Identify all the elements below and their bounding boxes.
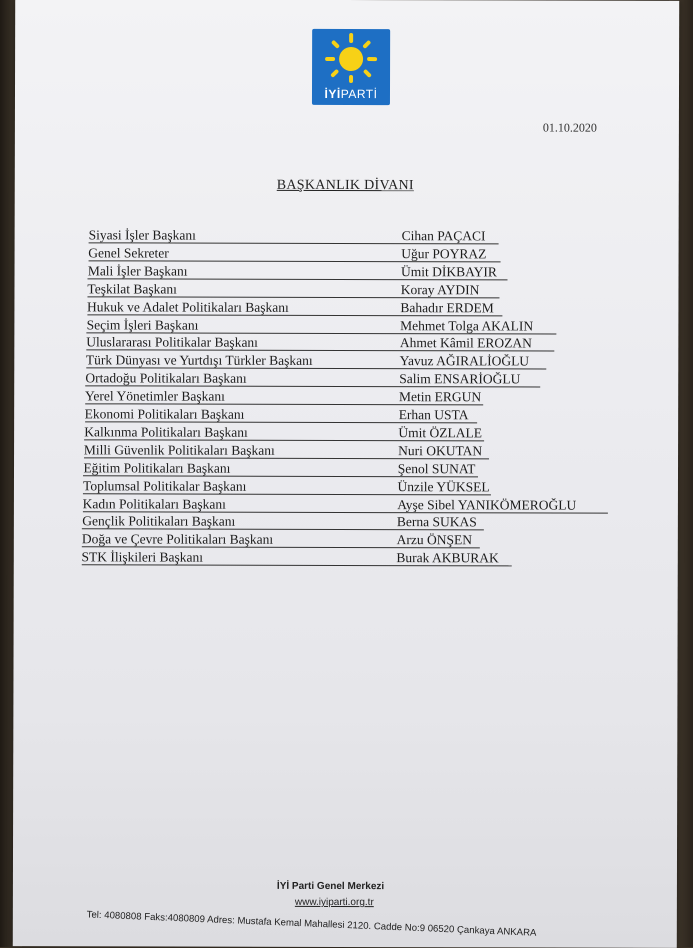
table-row [83, 478, 623, 497]
table-row [82, 514, 622, 533]
person-name: Salim ENSARİOĞLU [399, 371, 521, 387]
document-date: 01.10.2020 [542, 120, 597, 135]
person-name: Ümit ÖZLALE [398, 425, 483, 441]
underline-rule [87, 296, 499, 298]
sun-icon [312, 29, 390, 91]
person-name: Yavuz AĞIRALİOĞLU [399, 353, 530, 369]
person-name: Ayşe Sibel YANIKÖMEROĞLU [397, 496, 577, 513]
role-title: Kadın Politikaları Başkanı [82, 495, 226, 512]
table-row [88, 263, 628, 282]
person-name: Şenol SUNAT [397, 460, 476, 477]
roles-list [15, 227, 679, 566]
footer-organization: İYİ Parti Genel Merkezi [276, 880, 385, 893]
role-title: Uluslararası Politikalar Başkanı [86, 334, 258, 351]
underline-rule [86, 368, 546, 370]
iyi-parti-logo [312, 29, 390, 105]
role-title: Ekonomi Politikaları Başkanı [84, 406, 245, 422]
table-row [86, 335, 626, 354]
underline-rule [85, 403, 483, 405]
person-name: Ahmet Kâmil EROZAN [399, 335, 532, 351]
table-row [87, 299, 627, 318]
table-row [82, 532, 622, 551]
person-name: Cihan PAÇACI [401, 228, 486, 244]
underline-rule [87, 314, 502, 316]
person-name: Erhan USTA [398, 407, 469, 423]
underline-rule [83, 475, 478, 477]
role-title: Milli Güvenlik Politikaları Başkanı [83, 442, 275, 458]
underline-rule [81, 564, 511, 566]
role-title: Ortadoğu Politikaları Başkanı [85, 370, 247, 386]
role-title: Doğa ve Çevre Politikaları Başkanı [81, 531, 274, 548]
underline-rule [85, 386, 540, 388]
footer-website-link[interactable]: www.iyiparti.org.tr [294, 896, 374, 909]
role-title: Türk Dünyası ve Yurtdışı Türkler Başkanı [85, 352, 313, 369]
person-name: Ünzile YÜKSEL [397, 478, 490, 494]
logo-text [312, 87, 390, 101]
role-title: Teşkilat Başkanı [87, 281, 177, 297]
logo-brand-bold: İYİ [324, 86, 341, 101]
underline-rule [87, 332, 557, 334]
role-title: Yerel Yönetimler Başkanı [85, 388, 225, 404]
underline-rule [86, 350, 554, 352]
underline-rule [83, 493, 491, 495]
table-row [89, 227, 629, 246]
person-name: Arzu ÖNŞEN [396, 532, 473, 548]
underline-rule [82, 547, 480, 549]
underline-rule [84, 457, 489, 459]
person-name: Uğur POYRAZ [401, 246, 487, 262]
underline-rule [88, 260, 500, 262]
person-name: Koray AYDIN [400, 281, 480, 298]
role-title: Seçim İşleri Başkanı [86, 316, 199, 333]
table-row [85, 406, 625, 425]
person-name: Berna SUKAS [396, 514, 477, 530]
document-page [13, 0, 679, 948]
table-row [86, 353, 626, 372]
document-title: BAŞKANLIK DİVANI [276, 177, 414, 194]
logo-brand-thin: PARTİ [340, 86, 378, 102]
table-row [83, 496, 623, 515]
role-title: Siyasi İşler Başkanı [88, 227, 196, 243]
table-row [84, 424, 624, 443]
table-row [87, 281, 627, 300]
underline-rule [85, 421, 477, 423]
role-title: STK İlişkileri Başkanı [81, 549, 203, 565]
role-title: Eğitim Politikaları Başkanı [83, 460, 231, 476]
person-name: Mehmet Tolga AKALIN [400, 317, 534, 333]
role-title: Genel Sekreter [88, 245, 169, 261]
underline-rule [88, 278, 508, 280]
role-title: Toplumsal Politikalar Başkanı [83, 477, 247, 494]
person-name: Nuri OKUTAN [398, 442, 483, 459]
table-row [83, 460, 623, 479]
role-title: Kalkınma Politikaları Başkanı [84, 424, 248, 440]
role-title: Gençlik Politikaları Başkanı [82, 513, 236, 530]
underline-rule [84, 439, 484, 441]
table-row [87, 317, 627, 336]
underline-rule [89, 242, 499, 244]
table-row [88, 245, 628, 264]
person-name: Metin ERGUN [398, 389, 482, 405]
role-title: Mali İşler Başkanı [87, 263, 188, 279]
underline-rule [83, 511, 608, 513]
person-name: Ümit DİKBAYIR [401, 263, 497, 280]
underline-rule [82, 529, 484, 531]
footer-address: Tel: 4080808 Faks:4080809 Adres: Mustafa Kemal Mahallesi 2120. Cadde No:9 06520 Çankaya ANKARA [86, 909, 537, 939]
person-name: Bahadır ERDEM [400, 299, 494, 315]
table-row [85, 388, 625, 407]
table-row [81, 549, 621, 568]
person-name: Burak AKBURAK [396, 550, 499, 566]
table-row [84, 442, 624, 461]
table-row [85, 371, 625, 390]
role-title: Hukuk ve Adalet Politikaları Başkanı [87, 298, 289, 315]
